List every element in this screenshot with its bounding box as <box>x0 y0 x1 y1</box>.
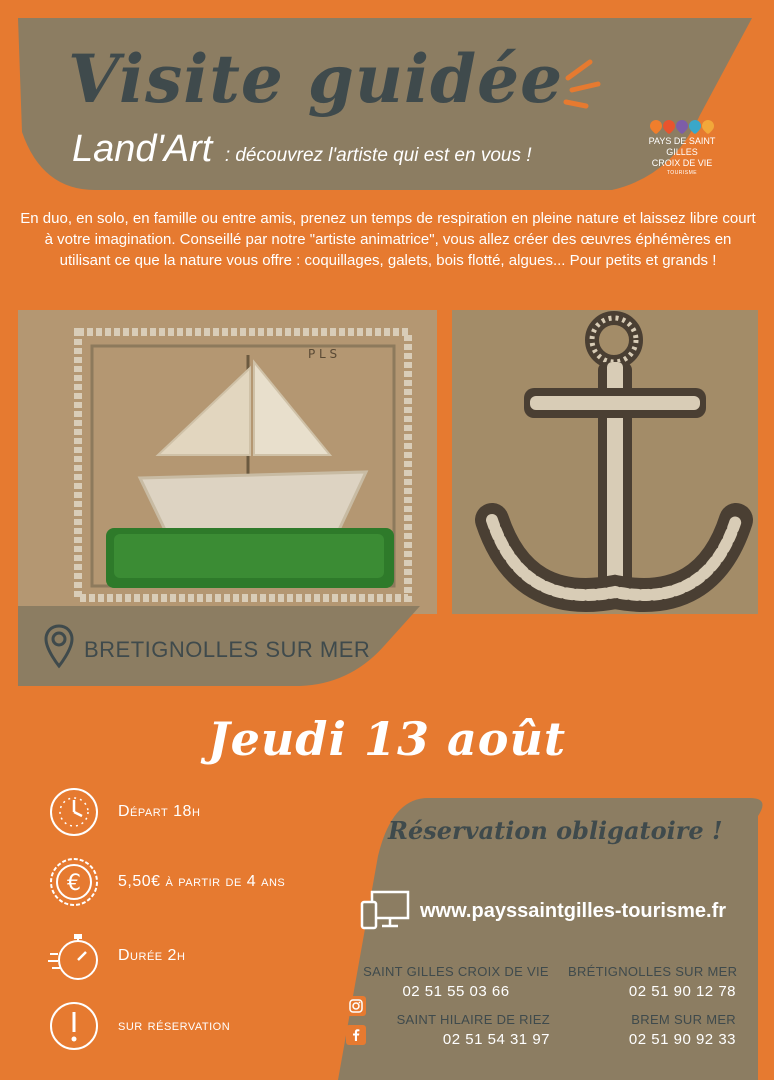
subtitle-rest: : découvrez l'artiste qui est en vous ! <box>224 145 532 166</box>
booking-text: sur réservation <box>118 1017 231 1034</box>
logo-line-3: TOURISME <box>666 170 698 176</box>
website-link[interactable]: www.payssaintgilles-tourisme.fr <box>420 900 727 922</box>
exclamation-icon <box>48 1000 100 1052</box>
anchor-landart-photo <box>452 310 758 614</box>
booking-row <box>48 1000 230 1052</box>
euro-coin-icon <box>48 856 100 908</box>
svg-text:P L S: P L S <box>308 347 338 361</box>
anchor-landart-image <box>452 310 758 614</box>
office-phone[interactable]: 02 51 54 31 97 <box>442 1031 550 1048</box>
office-name: SAINT GILLES CROIX DE VIE <box>363 964 549 979</box>
event-date: Jeudi 13 août <box>207 712 567 766</box>
map-pin-icon <box>44 624 74 675</box>
logo-line-2: CROIX DE VIE <box>651 158 713 168</box>
tourism-logo <box>632 120 732 176</box>
intro-paragraph: En duo, en solo, en famille ou entre amis, prenez un temps de respiration en pleine nature et laissez libre court à votre imagination. Conseillé par notre "artiste animatrice", vous allez créer des œuvres éphémères en utilisant ce que la nature vous offre : coquillages, galets, bois flotté, algues... Pour petits et grands ! <box>20 210 756 269</box>
office-saint-hilaire <box>382 1010 550 1050</box>
office-name: SAINT HILAIRE DE RIEZ <box>396 1012 550 1027</box>
instagram-icon[interactable] <box>346 996 366 1016</box>
office-name: BRÉTIGNOLLES SUR MER <box>568 964 738 979</box>
devices-icon <box>360 890 410 937</box>
office-phone[interactable]: 02 51 55 03 66 <box>402 983 510 1000</box>
poster-title: Visite guidée <box>68 40 564 118</box>
duration-text: Durée 2h <box>118 947 186 964</box>
price-row <box>48 856 285 908</box>
poster-subtitle <box>72 128 532 171</box>
location-label: BRETIGNOLLES SUR MER <box>84 637 371 662</box>
price-text: 5,50€ à partir de 4 ans <box>118 873 286 890</box>
facebook-icon[interactable] <box>346 1025 366 1045</box>
duration-row <box>48 930 185 982</box>
logo-hearts-icon <box>632 120 732 132</box>
departure-text: Départ 18h <box>118 803 201 820</box>
boat-landart-image <box>18 310 437 614</box>
reservation-title: Réservation obligatoire ! <box>388 816 723 845</box>
office-saint-gilles <box>362 962 550 1002</box>
office-phone[interactable]: 02 51 90 12 78 <box>628 983 736 1000</box>
departure-row <box>48 786 200 838</box>
subtitle-main: Land'Art <box>72 128 213 170</box>
clock-icon <box>48 786 100 838</box>
office-bretignolles <box>568 962 736 1002</box>
logo-heart <box>700 118 717 135</box>
logo-line-1: PAYS DE SAINT GILLES <box>648 136 716 157</box>
stopwatch-icon <box>48 930 100 982</box>
office-phone[interactable]: 02 51 90 92 33 <box>628 1031 736 1048</box>
office-name: BREM SUR MER <box>631 1012 736 1027</box>
svg-text:€: € <box>67 871 81 896</box>
boat-landart-photo <box>18 310 437 614</box>
office-brem <box>568 1010 736 1050</box>
